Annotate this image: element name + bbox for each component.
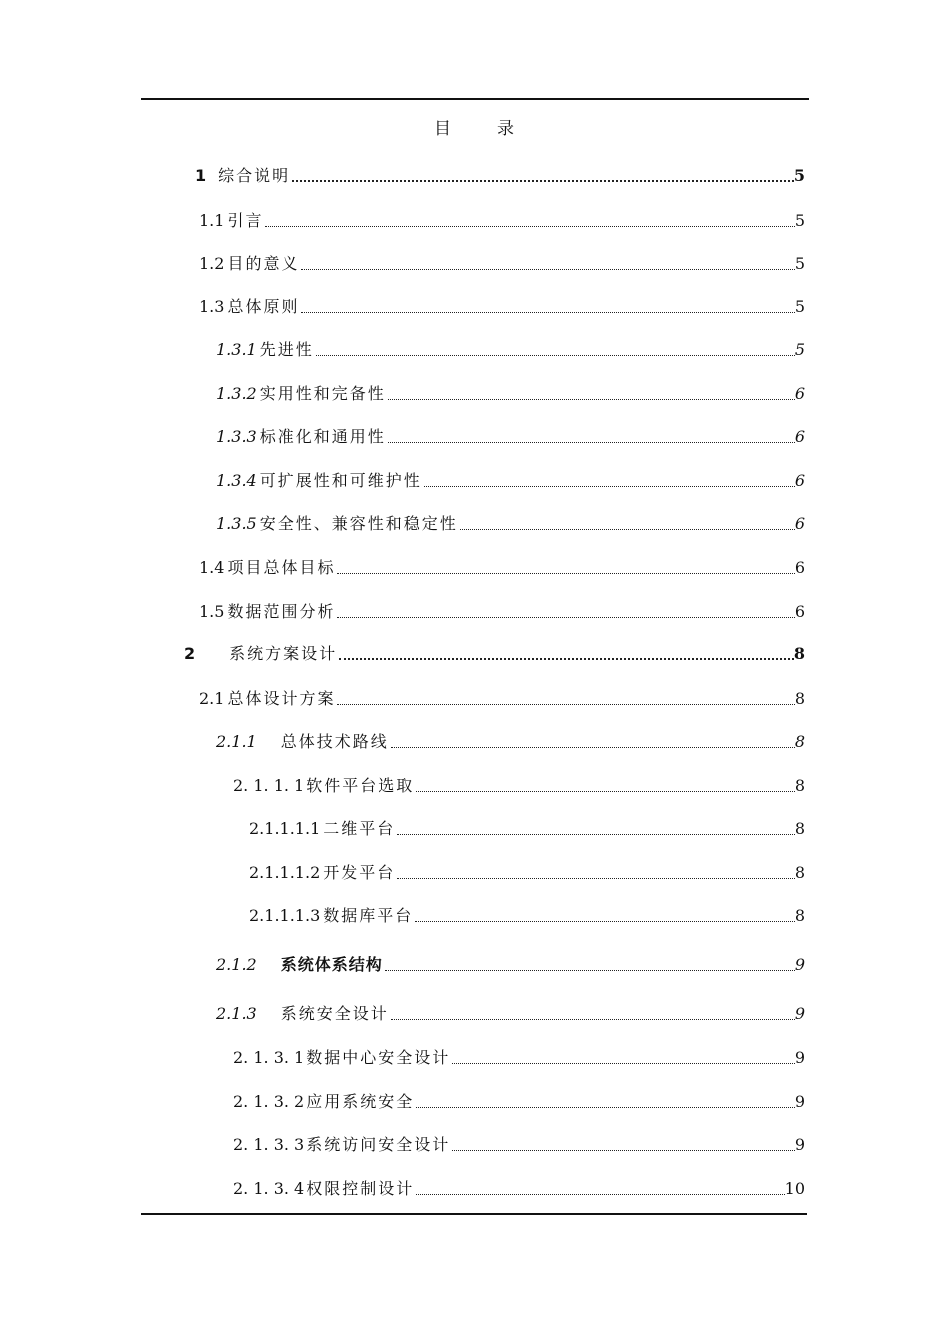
toc-page: 5: [794, 297, 805, 316]
toc-entry-1-3-1[interactable]: [216, 334, 805, 360]
toc-text: 开发平台: [323, 863, 396, 882]
toc-number: 1.2: [199, 254, 225, 273]
leader-dots: [337, 573, 794, 574]
toc-number: 2.1.2: [216, 955, 257, 974]
toc-number: 1.3.5: [216, 514, 257, 533]
toc-entry-2-1-2[interactable]: [216, 949, 805, 975]
leader-dots: [385, 970, 795, 971]
toc-text: 安全性、兼容性和稳定性: [259, 514, 458, 533]
toc-page: 6: [794, 514, 805, 533]
toc-number: 2. 1. 3. 3: [233, 1135, 305, 1154]
leader-dots: [337, 704, 794, 705]
toc-number: 2.1.1: [216, 732, 257, 751]
toc-entry-1-3[interactable]: [199, 291, 805, 317]
leader-dots: [301, 269, 794, 270]
toc-page: 9: [794, 1135, 805, 1154]
leader-dots: [397, 834, 795, 835]
toc-number: 1.3.2: [216, 384, 257, 403]
toc-entry-2-1-3-1[interactable]: [233, 1042, 805, 1068]
toc-number: 2: [184, 644, 196, 663]
toc-entry-2-1-1-1[interactable]: [233, 770, 805, 796]
toc-text: 引言: [227, 211, 264, 230]
toc-page: 5: [794, 254, 805, 273]
toc-number: 2.1.3: [216, 1004, 257, 1023]
toc-text: 先进性: [259, 340, 314, 359]
toc-page: 6: [794, 384, 805, 403]
toc-entry-2[interactable]: [184, 638, 805, 664]
toc-text: 数据库平台: [323, 906, 414, 925]
toc-page: 9: [794, 955, 805, 974]
toc-text: 总体设计方案: [227, 689, 336, 708]
toc-page: 5: [794, 340, 805, 359]
toc-entry-2-1-1-1-2[interactable]: [249, 857, 805, 883]
toc-number: 1.3.1: [216, 340, 257, 359]
toc-text: 项目总体目标: [227, 558, 336, 577]
toc-text: 总体原则: [227, 297, 300, 316]
leader-dots: [391, 1019, 795, 1020]
toc-entry-1-3-5[interactable]: [216, 508, 805, 534]
toc-page: 8: [793, 644, 805, 663]
leader-dots: [397, 878, 795, 879]
toc-page: 9: [794, 1092, 805, 1111]
toc-number: 1.5: [199, 602, 225, 621]
toc-entry-1-1[interactable]: [199, 205, 805, 231]
toc-text: 目的意义: [227, 254, 300, 273]
toc-number: 2.1.1.1.1: [249, 819, 321, 838]
toc-text: 权限控制设计: [306, 1179, 415, 1198]
toc-page: 9: [794, 1048, 805, 1067]
toc-entry-2-1-1-1-1[interactable]: [249, 813, 805, 839]
toc-text: 标准化和通用性: [259, 427, 386, 446]
toc-entry-2-1[interactable]: [199, 683, 805, 709]
toc-text: 系统访问安全设计: [306, 1135, 451, 1154]
toc-text: 数据范围分析: [227, 602, 336, 621]
leader-dots: [292, 180, 794, 182]
toc-entry-2-1-3[interactable]: [216, 998, 805, 1024]
leader-dots: [388, 442, 795, 443]
leader-dots: [391, 747, 795, 748]
toc-text: 二维平台: [323, 819, 396, 838]
toc-number: 2. 1. 1. 1: [233, 776, 305, 795]
leader-dots: [388, 399, 795, 400]
toc-number: 2. 1. 3. 4: [233, 1179, 305, 1198]
toc-number: 2.1.1.1.2: [249, 863, 321, 882]
toc-page: 8: [794, 863, 805, 882]
toc-text: 系统方案设计: [229, 644, 338, 663]
toc-number: 1.4: [199, 558, 225, 577]
toc-page: 10: [784, 1179, 805, 1198]
toc-title-right: 录: [497, 119, 516, 139]
toc-page: 5: [793, 166, 805, 185]
toc-text: 总体技术路线: [280, 732, 389, 751]
leader-dots: [416, 1107, 795, 1108]
toc-number: 1.3.4: [216, 471, 257, 490]
leader-dots: [416, 791, 795, 792]
leader-dots: [416, 1194, 784, 1195]
leader-dots: [265, 226, 794, 227]
toc-number: 1.3.3: [216, 427, 257, 446]
toc-page: 6: [794, 471, 805, 490]
toc-number: 1: [195, 166, 207, 185]
toc-page: 8: [794, 776, 805, 795]
toc-number: 2.1.1.1.3: [249, 906, 321, 925]
leader-dots: [415, 921, 795, 922]
toc-page: 6: [794, 602, 805, 621]
toc-text: 可扩展性和可维护性: [259, 471, 422, 490]
leader-dots: [424, 486, 795, 487]
toc-entry-1-4[interactable]: [199, 552, 805, 578]
toc-text: 数据中心安全设计: [306, 1048, 451, 1067]
toc-page: 9: [794, 1004, 805, 1023]
toc-entry-2-1-1-1-3[interactable]: [249, 900, 805, 926]
toc-entry-2-1-3-4[interactable]: [233, 1173, 805, 1199]
toc-number: 1.3: [199, 297, 225, 316]
toc-entry-2-1-1[interactable]: [216, 726, 805, 752]
toc-number: 2.1: [199, 689, 225, 708]
toc-text: 系统安全设计: [280, 1004, 389, 1023]
toc-entry-1-2[interactable]: [199, 248, 805, 274]
toc-entry-1-5[interactable]: [199, 596, 805, 622]
toc-entry-2-1-3-3[interactable]: [233, 1129, 805, 1155]
leader-dots: [452, 1150, 795, 1151]
toc-page: 6: [794, 427, 805, 446]
toc-page: 6: [794, 558, 805, 577]
toc-number: 2. 1. 3. 2: [233, 1092, 305, 1111]
toc-page: 8: [794, 732, 805, 751]
toc-text: 软件平台选取: [306, 776, 415, 795]
toc-text: 系统体系结构: [280, 955, 383, 974]
toc-entry-2-1-3-2[interactable]: [233, 1086, 805, 1112]
toc-entry-1-3-3[interactable]: [216, 421, 805, 447]
leader-dots: [316, 355, 795, 356]
toc-entry-1-3-4[interactable]: [216, 465, 805, 491]
leader-dots: [452, 1063, 795, 1064]
toc-number: 1.1: [199, 211, 225, 230]
toc-page: 5: [794, 211, 805, 230]
toc-title-left: 目: [434, 119, 453, 139]
leader-dots: [337, 617, 794, 618]
leader-dots: [460, 529, 795, 530]
toc-text: 应用系统安全: [306, 1092, 415, 1111]
leader-dots: [339, 658, 794, 660]
leader-dots: [301, 312, 794, 313]
toc-entry-1[interactable]: [195, 160, 805, 186]
toc-number: 2. 1. 3. 1: [233, 1048, 305, 1067]
toc-text: 综合说明: [218, 166, 291, 185]
toc-page: 8: [794, 689, 805, 708]
toc-text: 实用性和完备性: [259, 384, 386, 403]
toc-page: 8: [794, 819, 805, 838]
footer-rule: [141, 1213, 807, 1215]
toc-entry-1-3-2[interactable]: [216, 378, 805, 404]
toc-page: 8: [794, 906, 805, 925]
